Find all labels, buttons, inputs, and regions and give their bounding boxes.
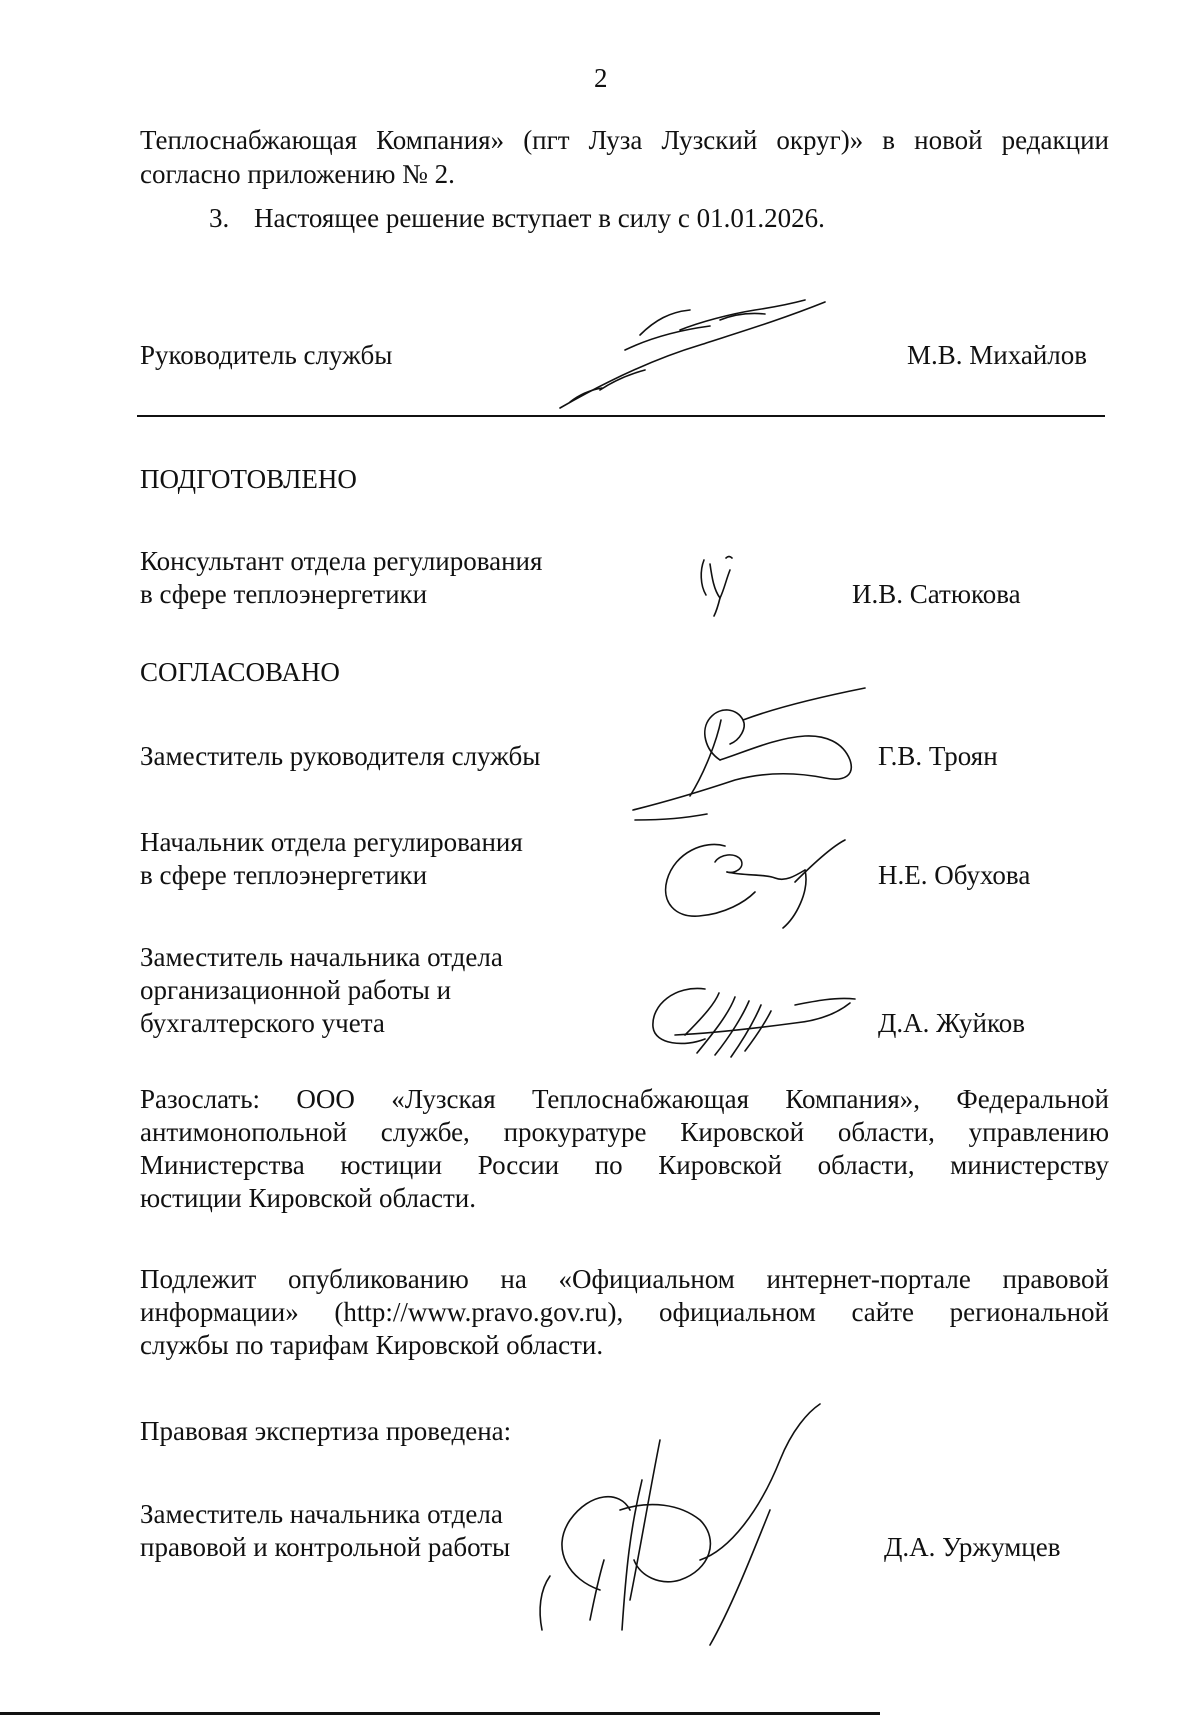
- prepared-heading: ПОДГОТОВЛЕНО: [140, 464, 357, 494]
- signer-2-signature: [655, 832, 855, 932]
- clause-3-number: 3.: [209, 203, 230, 233]
- publication-line-1: Подлежит опубликованию на «Официальном интернет-портале правовой: [140, 1264, 1109, 1294]
- legal-position-line-2: правовой и контрольной работы: [140, 1532, 511, 1562]
- signer-3-position-line-3: бухгалтерского учета: [140, 1008, 385, 1038]
- distribution-line-1: Разослать: ООО «Лузская Теплоснабжающая Компания», Федеральной: [140, 1084, 1109, 1114]
- clause-3-text: Настоящее решение вступает в силу с 01.01.2026.: [254, 203, 825, 233]
- signer-3-position-line-1: Заместитель начальника отдела: [140, 942, 503, 972]
- signer-1-name: Г.В. Троян: [878, 741, 998, 771]
- head-signature: [540, 290, 840, 420]
- head-separator-line: [137, 415, 1105, 417]
- publication-paragraph: [140, 1263, 1109, 1362]
- page-number: 2: [594, 63, 608, 93]
- head-name: М.В. Михайлов: [907, 340, 1088, 370]
- signer-2-position-line-2: в сфере теплоэнергетики: [140, 860, 428, 890]
- intro-line-2: согласно приложению № 2.: [140, 159, 455, 189]
- legal-position-line-1: Заместитель начальника отдела: [140, 1499, 503, 1529]
- signer-1-signature: [625, 680, 895, 830]
- distribution-line-2: антимонопольной службе, прокуратуре Кировской области, управлению: [140, 1117, 1109, 1147]
- prepared-position-line-1: Консультант отдела регулирования: [140, 546, 543, 576]
- signer-2-position-line-1: Начальник отдела регулирования: [140, 827, 523, 857]
- signer-1-position: Заместитель руководителя службы: [140, 741, 541, 771]
- signer-2-name: Н.Е. Обухова: [878, 860, 1031, 890]
- prepared-name: И.В. Сатюкова: [852, 579, 1021, 609]
- distribution-paragraph: [140, 1083, 1109, 1215]
- prepared-position-line-2: в сфере теплоэнергетики: [140, 579, 428, 609]
- legal-name: Д.А. Уржумцев: [884, 1532, 1061, 1562]
- publication-line-2: информации» (http://www.pravo.gov.ru), официальном сайте региональной: [140, 1297, 1109, 1327]
- distribution-line-4: юстиции Кировской области.: [140, 1183, 476, 1213]
- head-position: Руководитель службы: [140, 340, 393, 370]
- signer-3-signature: [645, 975, 865, 1065]
- signer-3-name: Д.А. Жуйков: [878, 1008, 1025, 1038]
- agreed-heading: СОГЛАСОВАНО: [140, 657, 340, 687]
- legal-heading: Правовая экспертиза проведена:: [140, 1416, 512, 1446]
- legal-signature: [530, 1400, 860, 1650]
- prepared-signature: [690, 550, 750, 620]
- signer-3-position-line-2: организационной работы и: [140, 975, 452, 1005]
- publication-line-3: службы по тарифам Кировской области.: [140, 1330, 604, 1360]
- distribution-line-3: Министерства юстиции России по Кировской области, министерству: [140, 1150, 1109, 1180]
- bottom-rule: [0, 1712, 880, 1715]
- intro-line-1: Теплоснабжающая Компания» (пгт Луза Лузский округ)» в новой редакции: [140, 125, 1109, 155]
